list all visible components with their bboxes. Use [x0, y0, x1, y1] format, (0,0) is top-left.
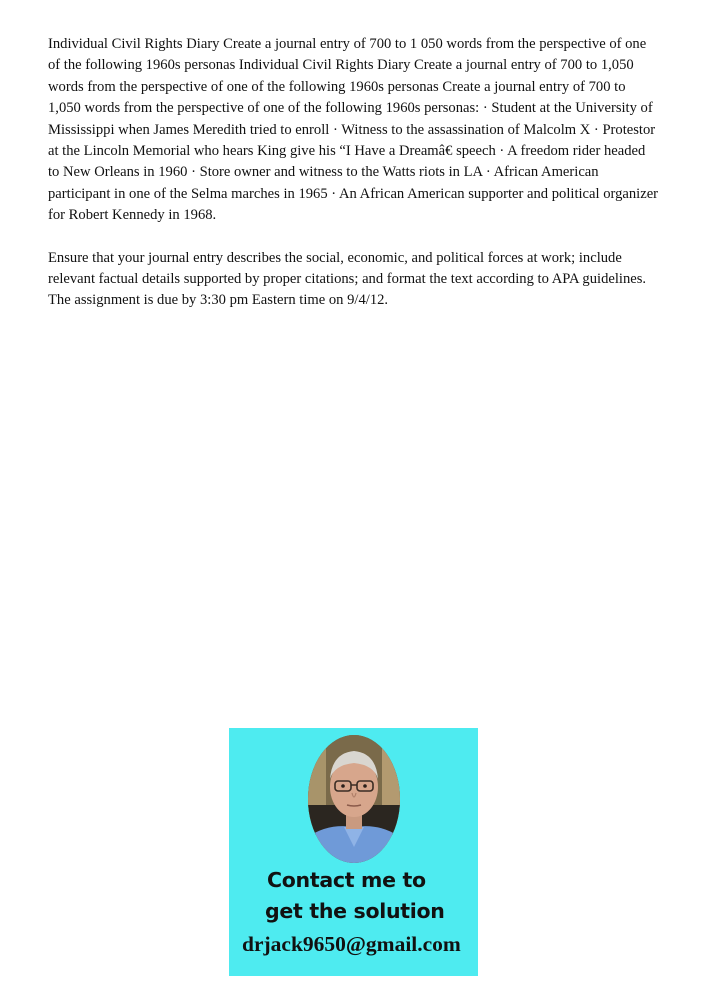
contact-heading-line2: get the solution: [265, 899, 445, 923]
person-portrait-icon: [308, 735, 400, 863]
document-body: [48, 34, 660, 312]
contact-heading-line1: Contact me to: [267, 868, 426, 892]
paragraph-requirements: Ensure that your journal entry describes the social, economic, and political forces at work; include relevant factual details supported by proper citations; and format the text according to APA guidelines. The assignment is due by 3:30 pm Eastern time on 9/4/12.: [48, 249, 647, 309]
contact-email[interactable]: drjack9650@gmail.com: [242, 932, 461, 956]
contact-advertisement[interactable]: [229, 728, 478, 976]
paragraph-assignment-prompt: Individual Civil Rights Diary Create a journal entry of 700 to 1 050 words from the perspective of one of the following 1960s personas Individual Civil Rights Diary Create a journal entry of 700 to 1,050 words from the perspective of one of the following 1960s personas Create a journal entry of 700 to 1,050 words from the perspective of one of the following 1960s personas: · Student at the University of Mississippi when James Meredith tried to enroll · Witness to the assassination of Malcolm X · Protestor at the Lincoln Memorial who hears King give his “I Have a Dreamâ€ speech · A freedom rider headed to New Orleans in 1960 · Store owner and witness to the Watts riots in LA · African American participant in one of the Selma marches in 1965 · An African American supporter and political organizer for Robert Kennedy in 1968.: [48, 36, 659, 224]
